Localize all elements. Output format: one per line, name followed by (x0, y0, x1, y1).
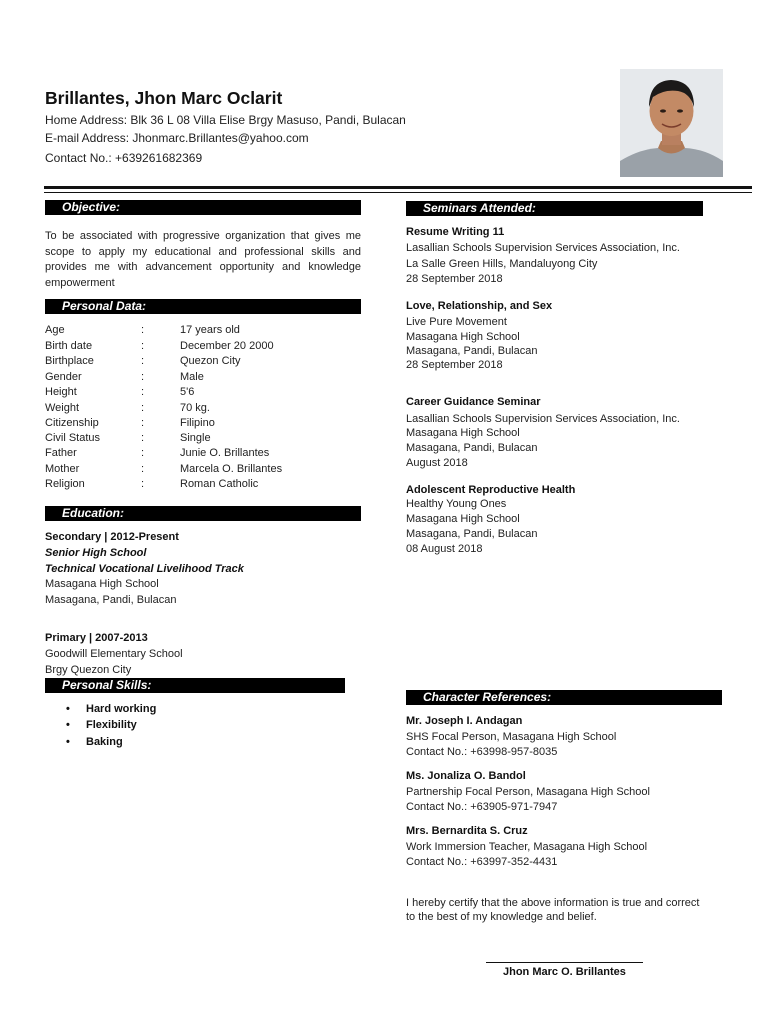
personal-data-value: Roman Catholic (180, 478, 259, 490)
skill-item (66, 736, 123, 748)
personal-data-label: Birthplace (45, 355, 94, 367)
personal-data-colon: : (141, 463, 145, 475)
reference-contact: Contact No.: +63998-957-8035 (406, 746, 558, 758)
personal-data-value: Marcela O. Brillantes (180, 463, 283, 475)
secondary-school: Masagana High School (45, 578, 159, 590)
seminar-detail: Masagana High School (406, 513, 520, 525)
seminar-detail: Masagana, Pandi, Bulacan (406, 345, 538, 357)
profile-photo (620, 69, 723, 177)
personal-data-value: 70 kg. (180, 402, 210, 414)
personal-data-colon: : (141, 478, 145, 490)
personal-data-colon: : (141, 417, 145, 429)
personal-data-value: Quezon City (180, 355, 241, 367)
personal-data-label: Height (45, 386, 77, 398)
email-address: E-mail Address: Jhonmarc.Brillantes@yahoo.com (45, 131, 309, 145)
primary-school: Goodwill Elementary School (45, 648, 183, 660)
skill-item (66, 703, 156, 715)
personal-data-value: 5'6 (180, 386, 195, 398)
signature-name: Jhon Marc O. Brillantes (503, 966, 626, 978)
seminar-title: Adolescent Reproductive Health (406, 484, 576, 496)
seminar-detail: La Salle Green Hills, Mandaluyong City (406, 258, 598, 270)
primary-location: Brgy Quezon City (45, 664, 132, 676)
personal-data-label: Citizenship (45, 417, 99, 429)
header-divider-thick (44, 186, 752, 189)
personal-skills-heading: Personal Skills: (45, 678, 345, 693)
skill-label: Hard working (86, 703, 157, 715)
personal-data-value: December 20 2000 (180, 340, 274, 352)
seminar-detail: Lasallian Schools Supervision Services Association, Inc. (406, 242, 680, 254)
skill-label: Baking (86, 736, 123, 748)
personal-data-label: Father (45, 447, 77, 459)
reference-position: Work Immersion Teacher, Masagana High School (406, 841, 648, 853)
reference-contact: Contact No.: +63905-971-7947 (406, 801, 558, 813)
bullet-icon: • (66, 719, 70, 731)
skill-item (66, 719, 137, 731)
applicant-name: Brillantes, Jhon Marc Oclarit (45, 88, 283, 108)
personal-data-colon: : (141, 447, 145, 459)
personal-data-colon: : (141, 371, 145, 383)
personal-data-value: Single (180, 432, 211, 444)
seminar-detail: Masagana High School (406, 331, 520, 343)
secondary-level: Senior High School (45, 547, 147, 559)
home-address: Home Address: Blk 36 L 08 Villa Elise Brgy Masuso, Pandi, Bulacan (45, 113, 406, 127)
objective-text: To be associated with progressive organization that gives me scope to apply my educational and professional skills and provides me with advancement opportunity and knowledge empowerment (45, 230, 361, 289)
bullet-icon: • (66, 736, 70, 748)
education-heading: Education: (45, 506, 361, 521)
personal-data-label: Birth date (45, 340, 93, 352)
personal-data-colon: : (141, 402, 145, 414)
seminar-detail: August 2018 (406, 457, 468, 469)
seminar-detail: 28 September 2018 (406, 359, 503, 371)
personal-data-value: Male (180, 371, 204, 383)
seminar-title: Love, Relationship, and Sex (406, 300, 553, 312)
seminar-detail: Masagana High School (406, 427, 520, 439)
skill-label: Flexibility (86, 719, 137, 731)
personal-data-colon: : (141, 386, 145, 398)
reference-position: SHS Focal Person, Masagana High School (406, 731, 617, 743)
bullet-icon: • (66, 703, 70, 715)
personal-data-label: Gender (45, 371, 82, 383)
personal-data-label: Civil Status (45, 432, 101, 444)
seminar-detail: 28 September 2018 (406, 273, 503, 285)
signature-line (486, 962, 643, 963)
primary-heading: Primary | 2007-2013 (45, 632, 148, 644)
contact-number: Contact No.: +639261682369 (45, 151, 203, 165)
personal-data-value: 17 years old (180, 324, 240, 336)
header-divider-thin (44, 192, 752, 193)
personal-data-heading: Personal Data: (45, 299, 361, 314)
personal-data-colon: : (141, 340, 145, 352)
reference-name: Mrs. Bernardita S. Cruz (406, 825, 528, 837)
personal-data-colon: : (141, 432, 145, 444)
objective-heading: Objective: (45, 200, 361, 215)
reference-position: Partnership Focal Person, Masagana High School (406, 786, 650, 798)
personal-data-label: Religion (45, 478, 85, 490)
personal-data-colon: : (141, 324, 145, 336)
certification-line-2: to the best of my knowledge and belief. (406, 911, 597, 923)
personal-data-label: Mother (45, 463, 80, 475)
seminar-detail: Live Pure Movement (406, 316, 507, 328)
personal-data-colon: : (141, 355, 145, 367)
personal-data-value: Filipino (180, 417, 215, 429)
seminar-title: Resume Writing 11 (406, 226, 505, 238)
seminar-detail: 08 August 2018 (406, 543, 483, 555)
personal-data-label: Weight (45, 402, 80, 414)
seminar-detail: Healthy Young Ones (406, 498, 507, 510)
reference-contact: Contact No.: +63997-352-4431 (406, 856, 558, 868)
personal-data-label: Age (45, 324, 65, 336)
seminar-detail: Masagana, Pandi, Bulacan (406, 442, 538, 454)
seminar-detail: Masagana, Pandi, Bulacan (406, 528, 538, 540)
seminars-heading: Seminars Attended: (406, 201, 703, 216)
personal-data-value: Junie O. Brillantes (180, 447, 270, 459)
secondary-track: Technical Vocational Livelihood Track (45, 563, 244, 575)
secondary-heading: Secondary | 2012-Present (45, 531, 179, 543)
references-heading: Character References: (406, 690, 722, 705)
seminar-detail: Lasallian Schools Supervision Services Association, Inc. (406, 413, 680, 425)
certification-line-1: I hereby certify that the above information is true and correct (406, 897, 700, 909)
reference-name: Mr. Joseph I. Andagan (406, 715, 523, 727)
seminar-title: Career Guidance Seminar (406, 396, 541, 408)
reference-name: Ms. Jonaliza O. Bandol (406, 770, 526, 782)
secondary-location: Masagana, Pandi, Bulacan (45, 594, 177, 606)
